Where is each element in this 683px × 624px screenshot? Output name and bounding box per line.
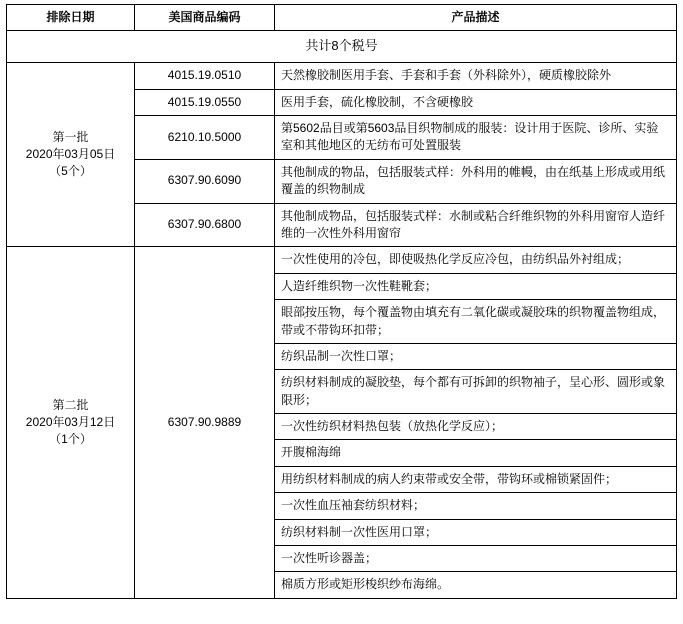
product-description: 用纺织材料制成的病人约束带或安全带，带钩环或棉锁紧固件； <box>275 466 677 492</box>
batch-label-line: （1个） <box>49 432 92 447</box>
product-description: 眼部ְ按压物，每个覆盖物由填充有二氧化碳或凝胶珠的织物覆盖物组成，带或不带钩环扣带； <box>275 300 677 344</box>
batch-label-second <box>7 247 135 598</box>
product-description: 天然橡胶制医用手套、手套和手套（外科除外），硬质橡胶除外 <box>275 63 677 89</box>
product-description: 第5602品目或第5603品目织物制成的服装：设计用于医院、诊所、实验室和其他地区的无纺布可处置服装 <box>275 116 677 160</box>
table-row <box>7 247 677 273</box>
product-description: 其他制成的物品，包括服装式样：外科用的帷幔，由在纸基上形成或用纸覆盖的织物制成 <box>275 159 677 203</box>
tariff-exclusion-table <box>6 4 677 599</box>
column-header-date: 排除日期 <box>7 5 135 31</box>
product-description: 纺织品制一次性口罩； <box>275 343 677 369</box>
product-description: 一次性纺织材料热包装（放热化学反应）； <box>275 414 677 440</box>
product-description: 开腹棉海绵 <box>275 440 677 466</box>
table-header-row <box>7 5 677 31</box>
product-description: 纺织材料制成的凝胶垫，每个都有可拆卸的织物袖子，呈心形、圆形或象限形； <box>275 370 677 414</box>
table-header <box>7 5 677 31</box>
batch-label-line: 第一批 <box>52 129 89 144</box>
table-row <box>7 63 677 89</box>
batch-label-first <box>7 63 135 247</box>
product-description: 纺织材料制一次性医用口罩； <box>275 519 677 545</box>
batch-label-line: （5个） <box>49 164 92 179</box>
product-description: 一次性血压袖套纺织材料； <box>275 493 677 519</box>
product-description: 一次性使用的冷包，即使吸热化学反应冷包，由纺织品外衬组成； <box>275 247 677 273</box>
batch-label-line: 第二批 <box>52 397 89 412</box>
summary-text: 共计8个税号 <box>7 31 677 63</box>
product-code: 4015.19.0550 <box>135 89 275 115</box>
product-code: 6307.90.6800 <box>135 203 275 247</box>
batch-label-line: 2020年03月05日 <box>25 147 116 162</box>
product-description: 其他制成物品，包括服装式样：水制或粘合纤维织物的外科用窗帘人造纤维的一次性外科用窗帘 <box>275 203 677 247</box>
batch-label-line: 2020年03月12日 <box>25 414 116 429</box>
column-header-description: 产品描述 <box>275 5 677 31</box>
product-description: 一次性听诊器盖； <box>275 546 677 572</box>
product-description: 医用手套，硫化橡胶制，不含硬橡胶 <box>275 89 677 115</box>
product-description: 棉质方形或矩形梭织纱布海绵。 <box>275 572 677 598</box>
product-code: 6210.10.5000 <box>135 116 275 160</box>
summary-row <box>7 31 677 63</box>
product-code: 4015.19.0510 <box>135 63 275 89</box>
product-code: 6307.90.9889 <box>135 247 275 598</box>
product-code: 6307.90.6090 <box>135 159 275 203</box>
column-header-code: 美国商品编码 <box>135 5 275 31</box>
table-body <box>7 31 677 598</box>
product-description: 人造纤维织物一次性鞋靴套； <box>275 273 677 299</box>
